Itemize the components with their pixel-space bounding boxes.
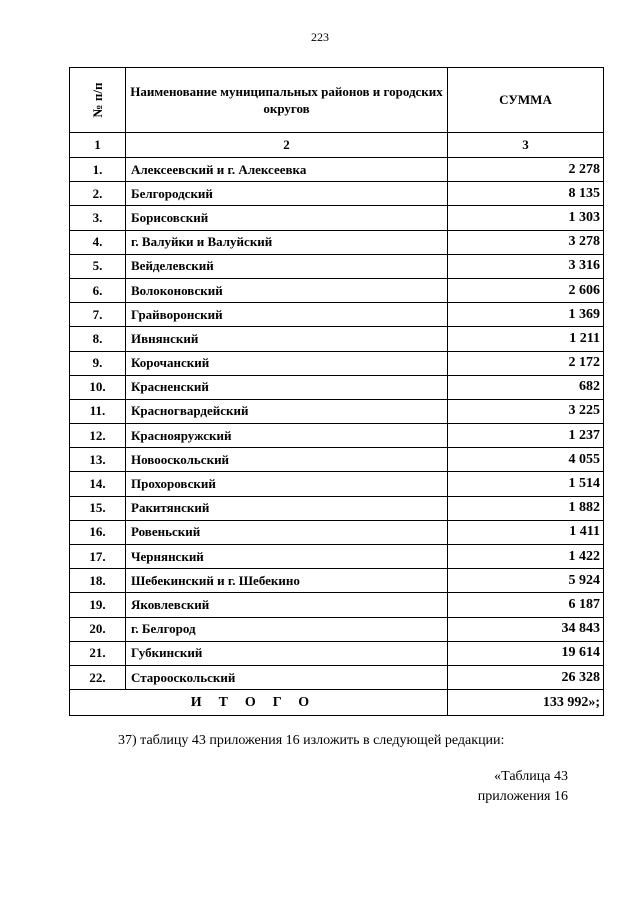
column-number-1: 1 <box>70 133 126 158</box>
row-num: 1. <box>70 158 126 182</box>
table-row <box>70 520 604 544</box>
row-num: 5. <box>70 254 126 278</box>
row-num: 11. <box>70 399 126 423</box>
row-sum: 3 278 <box>448 230 604 254</box>
table-row <box>70 545 604 569</box>
table-row <box>70 303 604 327</box>
column-number-2: 2 <box>126 133 448 158</box>
row-num: 4. <box>70 230 126 254</box>
row-sum: 1 303 <box>448 206 604 230</box>
header-num-label: № п/п <box>89 82 105 118</box>
column-number-row <box>70 133 604 158</box>
table-row <box>70 327 604 351</box>
row-num: 7. <box>70 303 126 327</box>
row-sum: 2 172 <box>448 351 604 375</box>
row-sum: 1 369 <box>448 303 604 327</box>
row-sum: 2 606 <box>448 278 604 302</box>
row-num: 14. <box>70 472 126 496</box>
row-num: 21. <box>70 641 126 665</box>
row-num: 8. <box>70 327 126 351</box>
table-row <box>70 569 604 593</box>
page-number: 223 <box>311 30 329 44</box>
amendment-paragraph: 37) таблицу 43 приложения 16 изложить в следующей редакции: <box>118 733 505 748</box>
total-row <box>70 690 604 716</box>
table-row <box>70 593 604 617</box>
row-num: 20. <box>70 617 126 641</box>
row-num: 16. <box>70 520 126 544</box>
row-num: 19. <box>70 593 126 617</box>
row-sum: 19 614 <box>448 641 604 665</box>
districts-table <box>69 67 604 716</box>
row-num: 18. <box>70 569 126 593</box>
row-sum: 4 055 <box>448 448 604 472</box>
table-row <box>70 158 604 182</box>
row-name: Краснояружский <box>126 424 448 448</box>
row-name: Яковлевский <box>126 593 448 617</box>
row-num: 9. <box>70 351 126 375</box>
table-row <box>70 641 604 665</box>
table-row <box>70 351 604 375</box>
row-sum: 6 187 <box>448 593 604 617</box>
table-header-row <box>70 68 604 133</box>
row-name: Чернянский <box>126 545 448 569</box>
row-sum: 26 328 <box>448 665 604 689</box>
table-row <box>70 399 604 423</box>
table-row <box>70 206 604 230</box>
row-num: 2. <box>70 182 126 206</box>
header-sum-cell: СУММА <box>448 68 604 133</box>
table-row <box>70 448 604 472</box>
row-name: Старооскольский <box>126 665 448 689</box>
total-label: ИТОГО <box>70 690 448 716</box>
row-name: Новооскольский <box>126 448 448 472</box>
row-sum: 34 843 <box>448 617 604 641</box>
table-row <box>70 496 604 520</box>
row-sum: 2 278 <box>448 158 604 182</box>
row-num: 17. <box>70 545 126 569</box>
row-num: 15. <box>70 496 126 520</box>
row-name: Вейделевский <box>126 254 448 278</box>
table-row <box>70 182 604 206</box>
row-name: Алексеевский и г. Алексеевка <box>126 158 448 182</box>
row-name: Ровеньский <box>126 520 448 544</box>
row-num: 6. <box>70 278 126 302</box>
row-name: Белгородский <box>126 182 448 206</box>
table-reference-line2: приложения 16 <box>477 789 568 804</box>
table-row <box>70 254 604 278</box>
row-name: Корочанский <box>126 351 448 375</box>
table-row <box>70 278 604 302</box>
row-name: Грайворонский <box>126 303 448 327</box>
row-sum: 5 924 <box>448 569 604 593</box>
column-number-3: 3 <box>448 133 604 158</box>
row-num: 13. <box>70 448 126 472</box>
row-name: Ракитянский <box>126 496 448 520</box>
row-sum: 3 225 <box>448 399 604 423</box>
table-row <box>70 230 604 254</box>
table-reference-line1: «Таблица 43 <box>494 769 568 784</box>
row-name: Красненский <box>126 375 448 399</box>
row-sum: 1 411 <box>448 520 604 544</box>
row-sum: 1 237 <box>448 424 604 448</box>
row-name: Красногвардейский <box>126 399 448 423</box>
row-sum: 3 316 <box>448 254 604 278</box>
row-sum: 1 514 <box>448 472 604 496</box>
table-row <box>70 472 604 496</box>
row-name: Шебекинский и г. Шебекино <box>126 569 448 593</box>
row-sum: 1 422 <box>448 545 604 569</box>
table-row <box>70 617 604 641</box>
table-row <box>70 665 604 689</box>
row-num: 22. <box>70 665 126 689</box>
row-num: 3. <box>70 206 126 230</box>
header-num-cell <box>70 68 126 133</box>
row-num: 10. <box>70 375 126 399</box>
row-name: г. Белгород <box>126 617 448 641</box>
row-sum: 8 135 <box>448 182 604 206</box>
row-num: 12. <box>70 424 126 448</box>
row-name: Борисовский <box>126 206 448 230</box>
table-row <box>70 424 604 448</box>
header-name-cell: Наименование муниципальных районов и городских округов <box>126 68 448 133</box>
row-sum: 682 <box>448 375 604 399</box>
row-sum: 1 882 <box>448 496 604 520</box>
row-sum: 1 211 <box>448 327 604 351</box>
total-sum: 133 992»; <box>448 690 604 716</box>
row-name: Губкинский <box>126 641 448 665</box>
row-name: г. Валуйки и Валуйский <box>126 230 448 254</box>
table-row <box>70 375 604 399</box>
row-name: Волоконовский <box>126 278 448 302</box>
row-name: Ивнянский <box>126 327 448 351</box>
row-name: Прохоровский <box>126 472 448 496</box>
